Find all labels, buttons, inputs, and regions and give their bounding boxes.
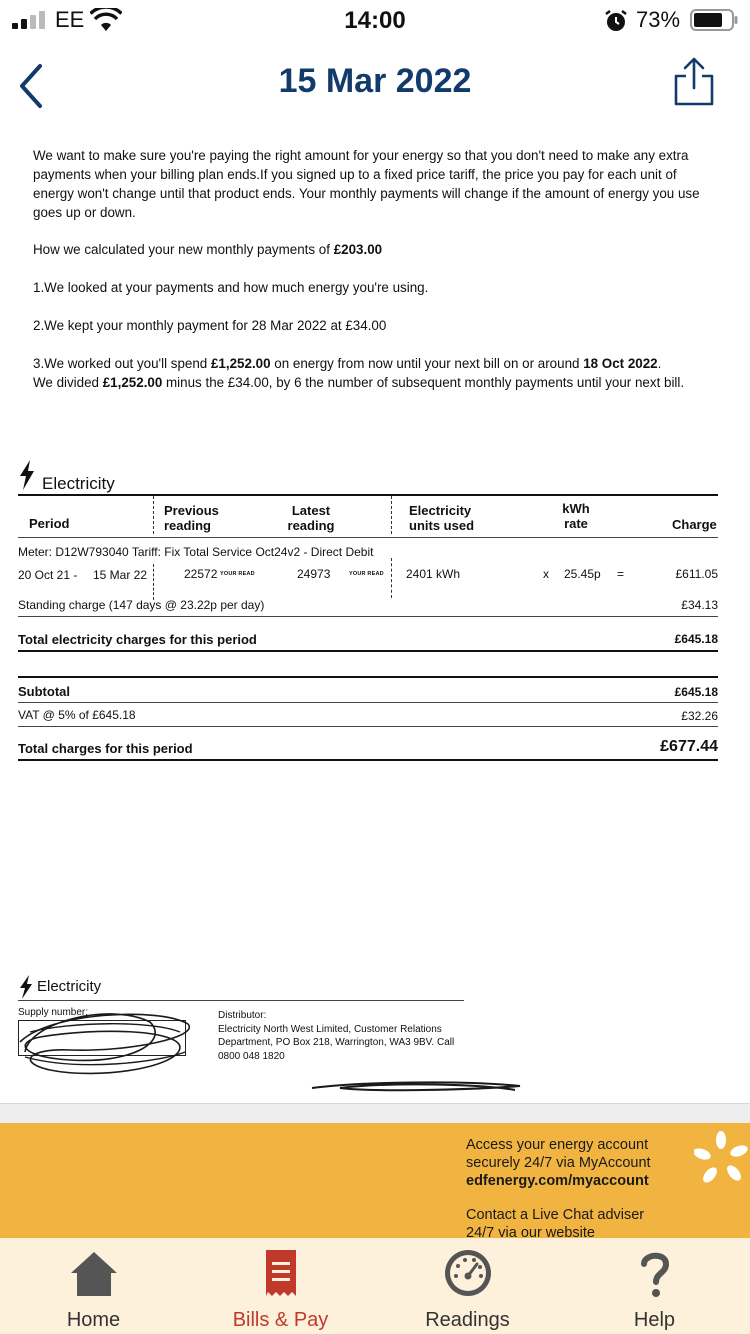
reading-charge: £611.05 bbox=[675, 567, 718, 581]
units-used: 2401 kWh bbox=[406, 567, 461, 581]
header-units-2: units used bbox=[409, 518, 475, 533]
bill-document[interactable] bbox=[0, 130, 750, 1105]
divider bbox=[18, 702, 718, 703]
redaction-scribble bbox=[10, 1002, 195, 1082]
step-3-text-b: on energy from now until your next bill on or around bbox=[270, 356, 584, 371]
tab-readings-label: Readings bbox=[425, 1309, 510, 1331]
previous-reading-tag: YOUR READ bbox=[220, 571, 255, 577]
electricity-section-header bbox=[18, 460, 718, 494]
tab-home-label: Home bbox=[66, 1309, 121, 1331]
calc-amount: £203.00 bbox=[333, 242, 383, 257]
page-title: 15 Mar 2022 bbox=[278, 62, 472, 100]
subtotal-amount: £645.18 bbox=[674, 685, 718, 699]
header-rate bbox=[556, 501, 596, 531]
step-2: 2.We kept your monthly payment for 28 Mar 2022 at £34.00 bbox=[33, 318, 387, 333]
header-units-1: Electricity bbox=[409, 503, 472, 518]
header-rate-2: rate bbox=[564, 516, 588, 531]
step-1: 1.We looked at your payments and how much energy you're using. bbox=[33, 280, 429, 295]
battery-icon bbox=[690, 9, 738, 31]
kwh-rate: 25.45p bbox=[564, 567, 601, 581]
column-divider bbox=[391, 496, 392, 534]
total-charges-label: Total charges for this period bbox=[18, 741, 193, 756]
status-bar bbox=[0, 0, 750, 40]
promo-line-4: Contact a Live Chat adviser bbox=[466, 1207, 645, 1223]
tab-help-label: Help bbox=[633, 1309, 676, 1331]
myaccount-link[interactable]: edfenergy.com/myaccount bbox=[466, 1173, 649, 1189]
step-3-date: 18 Oct 2022 bbox=[583, 356, 658, 371]
distributor-info bbox=[218, 1009, 468, 1063]
total-electricity-amount: £645.18 bbox=[674, 632, 718, 646]
divider bbox=[18, 1000, 464, 1001]
footer-section-title: Electricity bbox=[37, 978, 102, 995]
header-previous-1: Previous bbox=[164, 503, 219, 518]
carrier-name: EE bbox=[55, 7, 85, 32]
standing-charge-label: Standing charge (147 days @ 23.22p per day) bbox=[18, 598, 265, 612]
step-3-text-e: minus the £34.00, by 6 the number of subsequent monthly payments until your next bill. bbox=[162, 375, 685, 390]
vat-label: VAT @ 5% of £645.18 bbox=[18, 708, 136, 722]
divider bbox=[18, 676, 718, 678]
tab-help[interactable] bbox=[561, 1238, 748, 1334]
multiply-sign: x bbox=[543, 567, 549, 581]
tab-bar bbox=[0, 1238, 750, 1334]
gauge-icon bbox=[441, 1246, 495, 1300]
step-3-amount-2: £1,252.00 bbox=[102, 375, 163, 390]
intro-paragraph: We want to make sure you're paying the right amount for your energy so that you don't need to make any extra payments when your billing plan ends.If you signed up to a fixed price tariff, the price you pay for each unit of energy won't change until that product ends. Your monthly payments will change if the amount of energy you use goes up or down. bbox=[33, 148, 700, 220]
total-electricity-label: Total electricity charges for this period bbox=[18, 632, 257, 647]
column-divider bbox=[391, 558, 392, 598]
share-icon[interactable] bbox=[672, 56, 716, 108]
header-period: Period bbox=[29, 516, 70, 531]
divider bbox=[18, 616, 718, 617]
calc-paragraph bbox=[33, 240, 718, 259]
promo-line-2: securely 24/7 via MyAccount bbox=[466, 1155, 651, 1171]
divider bbox=[18, 650, 718, 652]
tab-home[interactable] bbox=[0, 1238, 187, 1334]
header-charge: Charge bbox=[672, 517, 717, 532]
header-latest bbox=[286, 503, 336, 533]
tab-readings[interactable] bbox=[374, 1238, 561, 1334]
question-icon bbox=[628, 1246, 682, 1300]
meter-info: Meter: D12W793040 Tariff: Fix Total Service Oct24v2 - Direct Debit bbox=[18, 545, 374, 559]
section-title: Electricity bbox=[42, 474, 115, 493]
distributor-text: Electricity North West Limited, Customer Relations Department, PO Box 218, Warrington, WA3 9BV. Call 0800 048 1820 bbox=[218, 1023, 455, 1062]
column-divider bbox=[153, 496, 154, 534]
header-previous bbox=[164, 503, 219, 533]
edf-logo-icon bbox=[694, 1131, 748, 1185]
lightning-icon bbox=[18, 460, 36, 490]
alarm-icon bbox=[604, 9, 628, 33]
header-latest-1: Latest bbox=[291, 503, 331, 518]
period-from: 20 Oct 21 - bbox=[18, 568, 78, 582]
promo-banner[interactable] bbox=[0, 1123, 750, 1238]
column-divider bbox=[153, 564, 154, 600]
header-latest-2: reading bbox=[287, 518, 335, 533]
period-to: 15 Mar 22 bbox=[93, 568, 148, 582]
distributor-label: Distributor: bbox=[218, 1010, 267, 1021]
bill-icon bbox=[254, 1246, 308, 1300]
calc-prefix: How we calculated your new monthly payments of bbox=[33, 242, 334, 257]
header-rate-1: kWh bbox=[562, 501, 590, 516]
step-3-text-c: . bbox=[657, 356, 662, 371]
lightning-icon bbox=[18, 975, 34, 999]
latest-reading-tag: YOUR READ bbox=[349, 571, 384, 577]
step-3 bbox=[33, 354, 718, 392]
header-previous-2: reading bbox=[164, 518, 211, 533]
subtotal-label: Subtotal bbox=[18, 684, 70, 699]
nav-header bbox=[0, 40, 750, 130]
total-charges-amount: £677.44 bbox=[660, 738, 718, 755]
header-units bbox=[409, 503, 474, 533]
divider bbox=[18, 726, 718, 727]
tab-bills-pay[interactable] bbox=[187, 1238, 374, 1334]
tab-bills-pay-label: Bills & Pay bbox=[232, 1309, 329, 1331]
supply-number-label: Supply number: bbox=[18, 1007, 89, 1018]
equals-sign: = bbox=[617, 567, 625, 581]
redaction-scribble bbox=[310, 1076, 525, 1096]
home-icon bbox=[67, 1246, 121, 1300]
battery-percent: 73% bbox=[636, 7, 681, 32]
step-3-amount: £1,252.00 bbox=[210, 356, 271, 371]
step-3-text-a: 3.We worked out you'll spend bbox=[33, 356, 211, 371]
previous-reading: 22572 bbox=[184, 567, 218, 581]
step-3-text-d: We divided bbox=[33, 375, 103, 390]
promo-line-5: 24/7 via our website bbox=[466, 1225, 595, 1238]
divider bbox=[18, 494, 718, 496]
clock: 14:00 bbox=[344, 7, 406, 34]
vat-amount: £32.26 bbox=[681, 709, 718, 723]
promo-line-1: Access your energy account bbox=[466, 1137, 649, 1153]
divider bbox=[18, 759, 718, 761]
divider bbox=[18, 537, 718, 538]
page-separator bbox=[0, 1103, 750, 1123]
standing-charge-amount: £34.13 bbox=[681, 598, 718, 612]
latest-reading: 24973 bbox=[297, 567, 331, 581]
